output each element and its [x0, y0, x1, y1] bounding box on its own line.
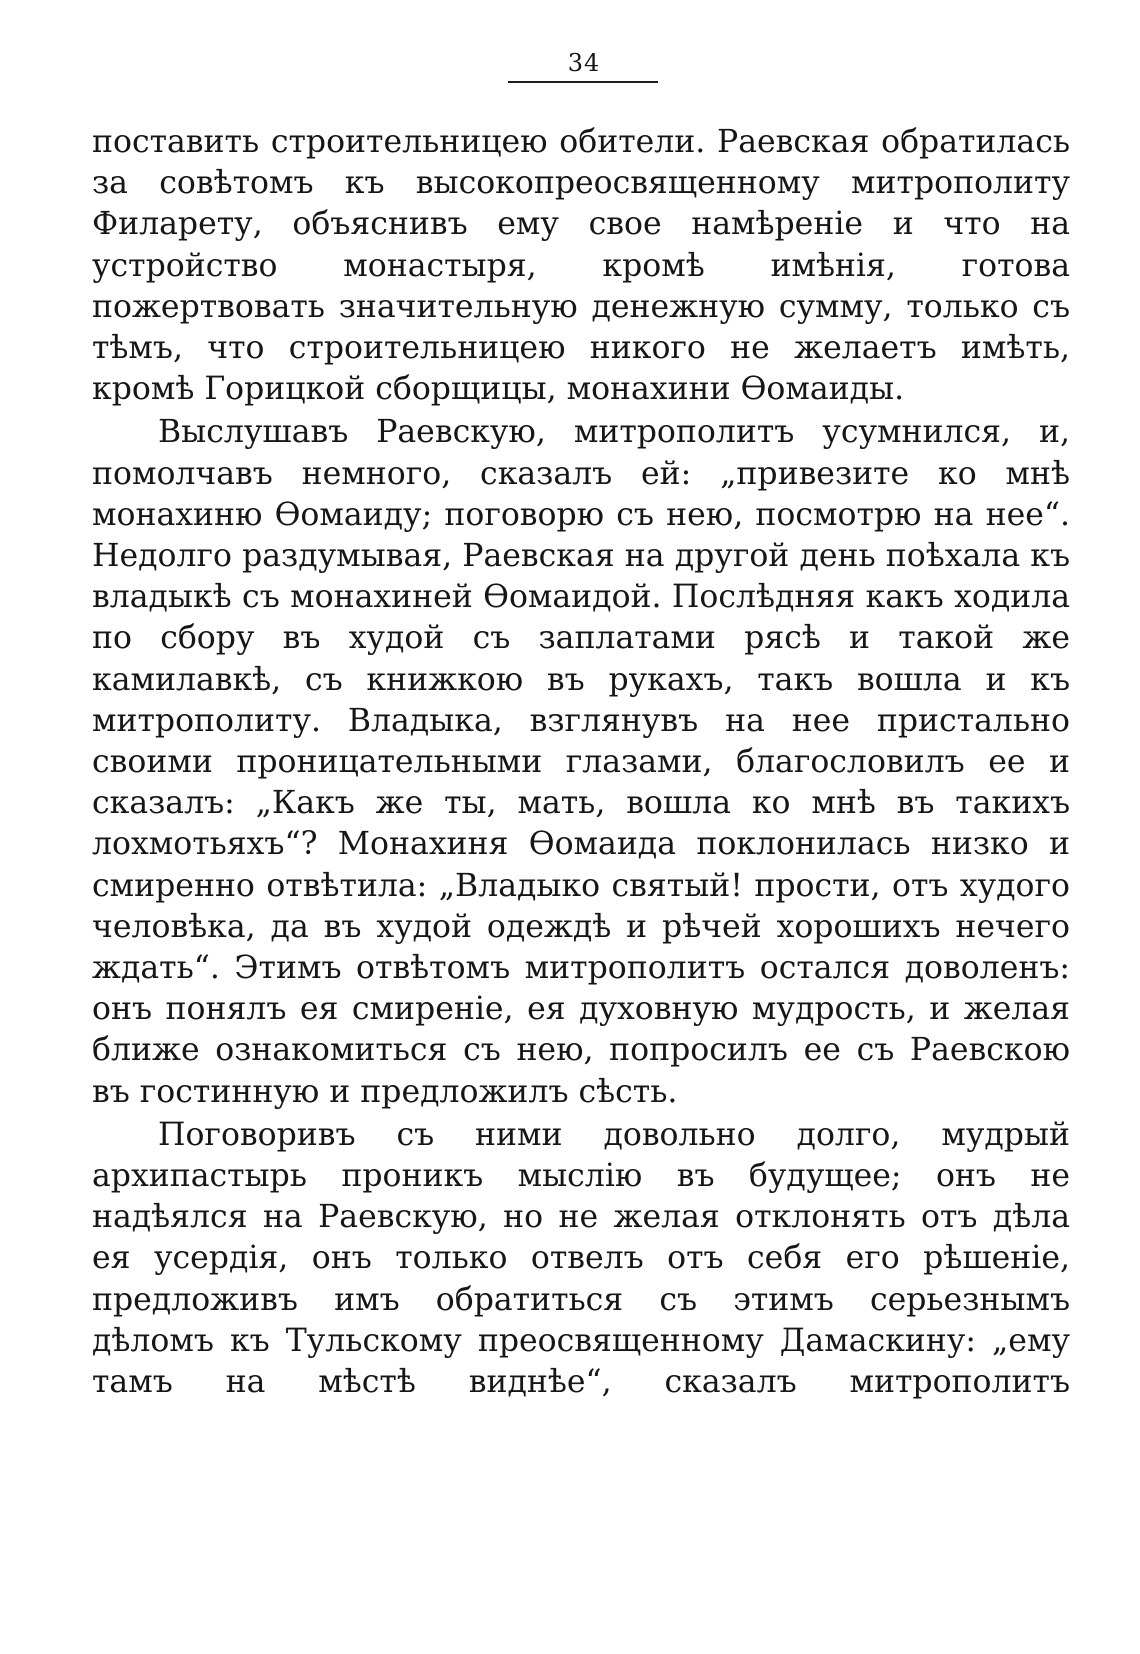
- body-text: [92, 122, 1070, 1403]
- paragraph: Выслушавъ Раевскую, митрополитъ усумнился, и, помолчавъ немного, сказалъ ей: „привезите ко мнѣ монахиню Ѳомаиду; поговорю съ нею, посмотрю на нее“. Недолго раздумывая, Раевская на другой день поѣхала къ владыкѣ съ монахиней Ѳомаидой. Послѣдняя какъ ходила по сбору въ худой съ заплатами рясѣ и такой же камилавкѣ, съ книжкою въ рукахъ, такъ вошла и къ митрополиту. Владыка, взглянувъ на нее пристально своими проницательными глазами, благословилъ ее и сказалъ: „Какъ же ты, мать, вошла ко мнѣ въ такихъ лохмотьяхъ“? Монахиня Ѳомаида поклонилась низко и смиренно отвѣтила: „Владыко святый! прости, отъ худого человѣка, да въ худой одеждѣ и рѣчей хорошихъ нечего ждать“. Этимъ отвѣтомъ митрополитъ остался доволенъ: онъ понялъ ея смиреніе, ея духовную мудрость, и желая ближе ознакомиться съ нею, попросилъ ее съ Раевскою въ гостинную и предложилъ сѣсть.: [92, 414, 1070, 1110]
- paragraph: поставить строительницею обители. Раевская обратилась за совѣтомъ къ высокопреосвященному митрополиту Филарету, объяснивъ ему свое намѣреніе и что на устройство монастыря, кромѣ имѣнія, готова пожертвовать значительную денежную сумму, только съ тѣмъ, что строительницею никого не желаетъ имѣть, кромѣ Горицкой сборщицы, монахини Ѳомаиды.: [92, 124, 1070, 408]
- page-number: 34: [567, 49, 601, 77]
- paragraph: Поговоривъ съ ними довольно долго, мудрый архипастырь проникъ мыслію въ будущее; онъ не надѣялся на Раевскую, но не желая отклонять отъ дѣла ея усердія, онъ только отвелъ отъ себя его рѣшеніе, предложивъ имъ обратиться съ этимъ серьезнымъ дѣломъ къ Тульскому преосвященному Дамаскину: „ему тамъ на мѣстѣ виднѣе“, сказалъ митрополитъ: [92, 1116, 1070, 1401]
- page-number-rule: [508, 81, 658, 83]
